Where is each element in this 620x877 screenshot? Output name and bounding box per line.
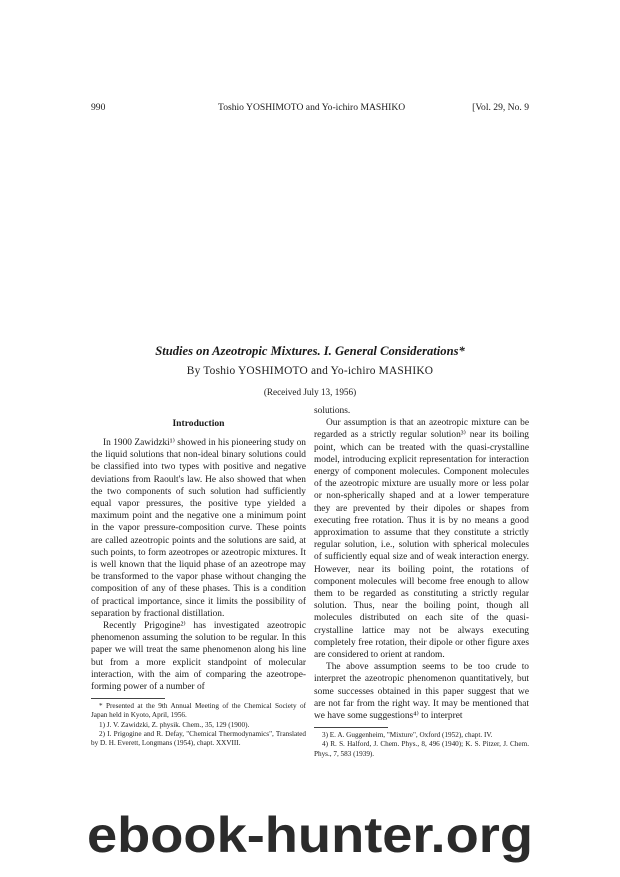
watermark-graphic	[85, 808, 535, 863]
body-paragraph: The above assumption seems to be too crude to interpret the azeotropic phenomenon quantitatively, but some successes obtained in this paper suggest that we are not far from the right way. It may be mentioned that we have some suggestions⁴⁾ to interpret	[314, 662, 529, 722]
footnote-rule	[314, 727, 388, 728]
footnote-rule	[91, 698, 165, 699]
footnote: 4) R. S. Halford, J. Chem. Phys., 8, 496 (1940); K. S. Pitzer, J. Chem. Phys., 7, 583 (1939).	[314, 740, 529, 758]
left-column	[91, 418, 306, 748]
footnote: * Presented at the 9th Annual Meeting of the Chemical Society of Japan held in Kyoto, April, 1956.	[91, 702, 306, 720]
body-paragraph: Our assumption is that an azeotropic mixture can be regarded as a strictly regular solution³⁾ near its boiling point, which can be treated with the quasi-crystalline model, introducing explicit representation for interaction energy of component molecules. Component molecules of the azeotropic mixture are usually more or less polar or non-spherically shaped and at a lower temperature they are prevented by their dipoles or shapes from executing free rotation. Thus it is by no means a good approximation to assume that they constitute a strictly regular solution, i.e., solution with spherical molecules of sufficiently equal size and of weak interaction energy. However, near its boiling point, the rotations of component molecules will become free enough to allow them to be regarded as constituting a strictly regular solution. Thus, near the boiling point, though all molecules distributed on each site of the quasi-crystalline lattice may not be always executing completely free rotation, their dipole or other figure axes are considered to orient at random.	[314, 418, 529, 661]
article-byline: By Toshio YOSHIMOTO and Yo-ichiro MASHIKO	[186, 365, 434, 377]
volume-info: [Vol. 29, No. 9	[472, 102, 529, 113]
body-paragraph: In 1900 Zawidzki¹⁾ showed in his pioneering study on the liquid solutions that non-ideal binary solutions could be classified into two types with positive and negative deviations from Raoult's law. He also showed that when the two components of such solution had sufficiently equal vapor pressures, the positive type yielded a maximum point and the negative one a minimum point in the vapor pressure-composition curve. These points are called azeotropic points and the solutions are said, at such points, to form azeotropes or azeotropic mixtures. It is well known that the liquid phase of an azeotrope may be transformed to the vapor phase without changing the composition of any of these phases. This is a condition of practical importance, since it limits the possibility of separation by fractional distillation.	[91, 438, 306, 619]
right-column	[314, 405, 529, 759]
body-paragraph: Recently Prigogine²⁾ has investigated azeotropic phenomenon assuming the solution to be regular. In this paper we will treat the same phenomenon along his line but from a more explicit standpoint of molecular interaction, with the aim of comparing the azeotrope-forming power of a number of	[91, 621, 306, 693]
footnote: 2) I. Prigogine and R. Defay, "Chemical Thermodynamics", Translated by D. H. Everett, Longmans (1954), chapt. XXVIII.	[91, 729, 306, 748]
footnotes-left	[91, 702, 306, 748]
body-paragraph: solutions.	[314, 406, 351, 416]
watermark-text: ebook-hunter.org	[87, 808, 533, 863]
footnote: 1) J. V. Zawidzki, Z. physik. Chem., 35, 129 (1900).	[99, 720, 250, 729]
watermark	[85, 808, 535, 863]
running-authors: Toshio YOSHIMOTO and Yo-ichiro MASHIKO	[218, 102, 406, 113]
running-header	[91, 101, 529, 115]
received-date: (Received July 13, 1956)	[263, 387, 357, 397]
section-heading-introduction: Introduction	[172, 418, 225, 429]
article-title: Studies on Azeotropic Mixtures. I. General Considerations*	[155, 344, 465, 358]
footnote: 3) E. A. Guggenheim, "Mixture", Oxford (1952), chapt. IV.	[322, 731, 493, 740]
page-number: 990	[91, 102, 106, 113]
footnotes-right	[314, 731, 529, 759]
